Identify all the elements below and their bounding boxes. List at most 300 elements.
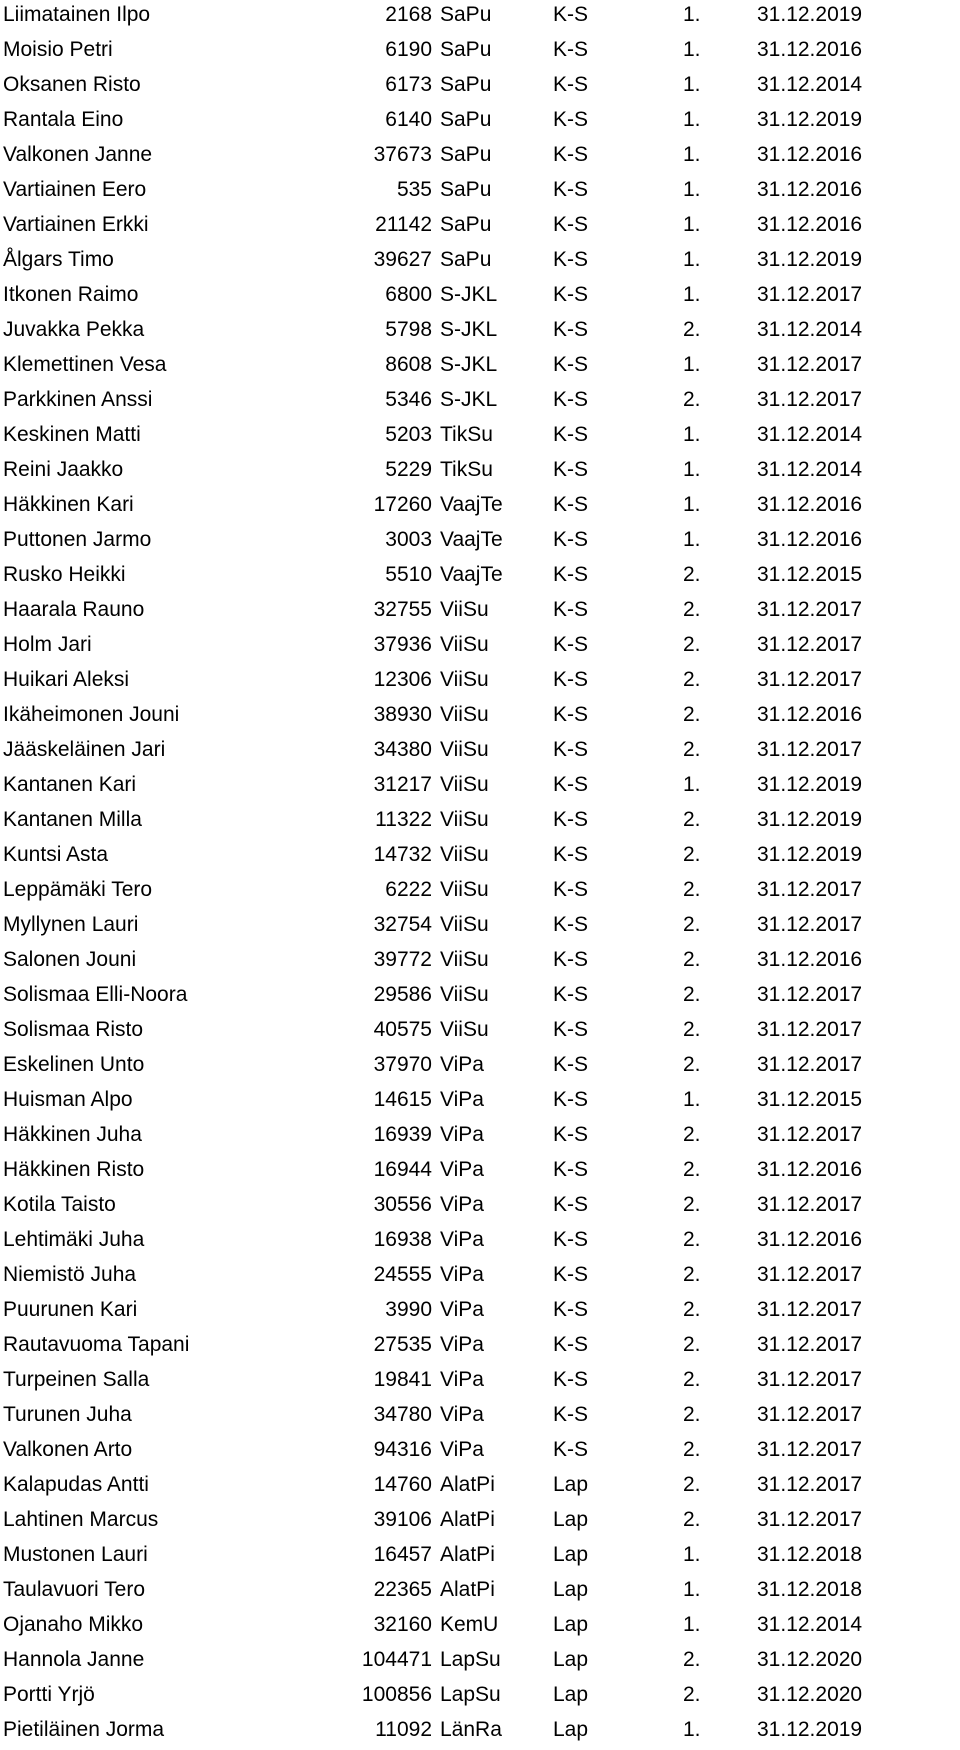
license-number: 14615 (373, 1088, 432, 1111)
expiry-date: 31.12.2019 (757, 3, 863, 26)
person-name: Taulavuori Tero (3, 1578, 146, 1601)
referee-class: 2. (683, 1508, 701, 1531)
license-number: 34780 (373, 1403, 432, 1426)
club-name: ViiSu (440, 703, 489, 726)
club-name: ViiSu (440, 808, 489, 831)
license-number: 16938 (373, 1228, 432, 1251)
district-code: K-S (553, 38, 589, 61)
referee-class: 2. (683, 1053, 701, 1076)
license-number: 24555 (373, 1263, 432, 1286)
district-code: K-S (553, 668, 589, 691)
person-name: Reini Jaakko (3, 458, 124, 481)
person-name: Leppämäki Tero (3, 878, 153, 901)
expiry-date: 31.12.2017 (757, 388, 863, 411)
table-row (0, 35, 960, 70)
referee-class: 2. (683, 598, 701, 621)
table-row (0, 350, 960, 385)
license-number: 6190 (385, 38, 432, 61)
expiry-date: 31.12.2016 (757, 143, 863, 166)
person-name: Kalapudas Antti (3, 1473, 149, 1496)
club-name: ViiSu (440, 843, 489, 866)
license-number: 6800 (385, 283, 432, 306)
club-name: ViiSu (440, 598, 489, 621)
district-code: K-S (553, 1053, 589, 1076)
license-number: 104471 (361, 1648, 432, 1671)
referee-class: 2. (683, 1438, 701, 1461)
person-name: Liimatainen Ilpo (3, 3, 151, 26)
district-code: K-S (553, 178, 589, 201)
person-name: Parkkinen Anssi (3, 388, 153, 411)
license-number: 6173 (385, 73, 432, 96)
club-name: LapSu (440, 1683, 501, 1706)
expiry-date: 31.12.2016 (757, 493, 863, 516)
district-code: K-S (553, 1263, 589, 1286)
district-code: K-S (553, 983, 589, 1006)
club-name: ViPa (440, 1368, 484, 1391)
club-name: ViPa (440, 1053, 484, 1076)
club-name: ViPa (440, 1158, 484, 1181)
person-name: Kantanen Kari (3, 773, 137, 796)
district-code: K-S (553, 913, 589, 936)
person-name: Moisio Petri (3, 38, 113, 61)
table-row (0, 210, 960, 245)
expiry-date: 31.12.2017 (757, 913, 863, 936)
person-name: Ikäheimonen Jouni (3, 703, 180, 726)
expiry-date: 31.12.2016 (757, 213, 863, 236)
table-row (0, 525, 960, 560)
club-name: S-JKL (440, 318, 498, 341)
district-code: Lap (553, 1683, 589, 1706)
club-name: TikSu (440, 423, 493, 446)
person-name: Pietiläinen Jorma (3, 1718, 165, 1741)
expiry-date: 31.12.2014 (757, 423, 863, 446)
expiry-date: 31.12.2017 (757, 283, 863, 306)
expiry-date: 31.12.2016 (757, 1158, 863, 1181)
club-name: ViiSu (440, 668, 489, 691)
license-number: 37970 (373, 1053, 432, 1076)
person-name: Solismaa Risto (3, 1018, 144, 1041)
expiry-date: 31.12.2017 (757, 1123, 863, 1146)
license-number: 32755 (373, 598, 432, 621)
table-row (0, 1470, 960, 1505)
table-row (0, 1715, 960, 1750)
license-number: 22365 (373, 1578, 432, 1601)
district-code: K-S (553, 1123, 589, 1146)
table-row (0, 385, 960, 420)
person-name: Keskinen Matti (3, 423, 141, 446)
district-code: K-S (553, 143, 589, 166)
expiry-date: 31.12.2017 (757, 1298, 863, 1321)
district-code: K-S (553, 248, 589, 271)
district-code: K-S (553, 948, 589, 971)
expiry-date: 31.12.2014 (757, 1613, 863, 1636)
person-name: Haarala Rauno (3, 598, 145, 621)
table-row (0, 1120, 960, 1155)
club-name: VaajTe (440, 493, 503, 516)
district-code: K-S (553, 493, 589, 516)
license-number: 8608 (385, 353, 432, 376)
referee-class: 1. (683, 73, 701, 96)
table-row (0, 1435, 960, 1470)
district-code: Lap (553, 1613, 589, 1636)
district-code: K-S (553, 458, 589, 481)
table-row (0, 1505, 960, 1540)
referee-class: 2. (683, 633, 701, 656)
expiry-date: 31.12.2017 (757, 738, 863, 761)
expiry-date: 31.12.2017 (757, 1193, 863, 1216)
expiry-date: 31.12.2017 (757, 983, 863, 1006)
referee-class: 2. (683, 878, 701, 901)
license-number: 14760 (373, 1473, 432, 1496)
license-number: 3990 (385, 1298, 432, 1321)
expiry-date: 31.12.2016 (757, 1228, 863, 1251)
table-row (0, 1295, 960, 1330)
table-row (0, 1190, 960, 1225)
expiry-date: 31.12.2017 (757, 1368, 863, 1391)
district-code: Lap (553, 1473, 589, 1496)
referee-class: 1. (683, 38, 701, 61)
table-row (0, 1610, 960, 1645)
district-code: K-S (553, 773, 589, 796)
referee-class: 2. (683, 563, 701, 586)
district-code: Lap (553, 1648, 589, 1671)
referee-class: 2. (683, 1333, 701, 1356)
license-number: 21142 (375, 213, 432, 236)
district-code: K-S (553, 563, 589, 586)
referee-class: 1. (683, 108, 701, 131)
expiry-date: 31.12.2017 (757, 598, 863, 621)
club-name: LapSu (440, 1648, 501, 1671)
license-number: 5798 (385, 318, 432, 341)
table-row (0, 945, 960, 980)
table-row (0, 560, 960, 595)
district-code: K-S (553, 843, 589, 866)
person-name: Myllynen Lauri (3, 913, 139, 936)
table-row (0, 420, 960, 455)
district-code: K-S (553, 1088, 589, 1111)
district-code: K-S (553, 283, 589, 306)
expiry-date: 31.12.2019 (757, 1718, 863, 1741)
expiry-date: 31.12.2018 (757, 1578, 863, 1601)
license-number: 39106 (373, 1508, 432, 1531)
referee-class: 2. (683, 703, 701, 726)
district-code: K-S (553, 318, 589, 341)
referee-class: 1. (683, 1543, 701, 1566)
table-row (0, 140, 960, 175)
district-code: K-S (553, 108, 589, 131)
referee-class: 2. (683, 1648, 701, 1671)
table-row (0, 910, 960, 945)
referee-class: 1. (683, 493, 701, 516)
district-code: K-S (553, 1228, 589, 1251)
license-number: 6222 (385, 878, 432, 901)
club-name: S-JKL (440, 388, 498, 411)
license-number: 6140 (385, 108, 432, 131)
table-row (0, 735, 960, 770)
district-code: K-S (553, 353, 589, 376)
referee-class: 2. (683, 1368, 701, 1391)
license-number: 5203 (385, 423, 432, 446)
table-row (0, 455, 960, 490)
license-number: 16457 (373, 1543, 432, 1566)
table-row (0, 1155, 960, 1190)
license-number: 2168 (385, 3, 432, 26)
district-code: K-S (553, 1298, 589, 1321)
person-name: Rusko Heikki (3, 563, 126, 586)
referee-class: 1. (683, 3, 701, 26)
expiry-date: 31.12.2014 (757, 318, 863, 341)
district-code: K-S (553, 633, 589, 656)
person-name: Oksanen Risto (3, 73, 141, 96)
expiry-date: 31.12.2017 (757, 1473, 863, 1496)
district-code: Lap (553, 1508, 589, 1531)
license-number: 31217 (373, 773, 432, 796)
referee-class: 1. (683, 178, 701, 201)
table-row (0, 805, 960, 840)
person-name: Häkkinen Juha (3, 1123, 142, 1146)
expiry-date: 31.12.2016 (757, 38, 863, 61)
table-row (0, 490, 960, 525)
referee-class: 2. (683, 1193, 701, 1216)
referee-class: 1. (683, 1088, 701, 1111)
district-code: K-S (553, 3, 589, 26)
expiry-date: 31.12.2017 (757, 1438, 863, 1461)
district-code: K-S (553, 1018, 589, 1041)
referee-class: 2. (683, 1228, 701, 1251)
license-number: 39772 (373, 948, 432, 971)
table-row (0, 1365, 960, 1400)
license-number: 5346 (385, 388, 432, 411)
license-number: 17260 (373, 493, 432, 516)
person-name: Mustonen Lauri (3, 1543, 148, 1566)
person-name: Häkkinen Risto (3, 1158, 145, 1181)
club-name: ViiSu (440, 983, 489, 1006)
license-number: 30556 (373, 1193, 432, 1216)
referee-class: 2. (683, 1403, 701, 1426)
club-name: ViiSu (440, 913, 489, 936)
district-code: K-S (553, 388, 589, 411)
club-name: S-JKL (440, 353, 498, 376)
table-row (0, 1225, 960, 1260)
person-name: Lehtimäki Juha (3, 1228, 145, 1251)
license-number: 16944 (373, 1158, 432, 1181)
district-code: K-S (553, 1193, 589, 1216)
table-row (0, 1085, 960, 1120)
club-name: VaajTe (440, 563, 503, 586)
license-number: 16939 (373, 1123, 432, 1146)
expiry-date: 31.12.2017 (757, 353, 863, 376)
referee-class: 2. (683, 1298, 701, 1321)
referee-class: 2. (683, 843, 701, 866)
district-code: K-S (553, 423, 589, 446)
club-name: SaPu (440, 248, 492, 271)
referee-class: 2. (683, 808, 701, 831)
club-name: SaPu (440, 213, 492, 236)
club-name: ViiSu (440, 1018, 489, 1041)
referee-class: 2. (683, 318, 701, 341)
expiry-date: 31.12.2014 (757, 73, 863, 96)
expiry-date: 31.12.2017 (757, 1018, 863, 1041)
table-row (0, 980, 960, 1015)
referee-class: 1. (683, 528, 701, 551)
club-name: ViPa (440, 1403, 484, 1426)
table-row (0, 1050, 960, 1085)
expiry-date: 31.12.2017 (757, 878, 863, 901)
license-number: 34380 (373, 738, 432, 761)
expiry-date: 31.12.2017 (757, 1403, 863, 1426)
table-row (0, 595, 960, 630)
club-name: VaajTe (440, 528, 503, 551)
club-name: LänRa (440, 1718, 502, 1741)
club-name: ViPa (440, 1438, 484, 1461)
club-name: SaPu (440, 38, 492, 61)
referee-class: 2. (683, 1018, 701, 1041)
table-row (0, 1015, 960, 1050)
person-name: Huisman Alpo (3, 1088, 133, 1111)
club-name: SaPu (440, 178, 492, 201)
expiry-date: 31.12.2017 (757, 1508, 863, 1531)
club-name: AlatPi (440, 1508, 495, 1531)
person-name: Kuntsi Asta (3, 843, 109, 866)
referee-class: 2. (683, 388, 701, 411)
district-code: K-S (553, 1368, 589, 1391)
person-name: Ojanaho Mikko (3, 1613, 144, 1636)
district-code: K-S (553, 1438, 589, 1461)
license-number: 29586 (373, 983, 432, 1006)
referee-class: 1. (683, 1613, 701, 1636)
license-number: 94316 (373, 1438, 432, 1461)
district-code: K-S (553, 528, 589, 551)
license-number: 38930 (373, 703, 432, 726)
license-number: 11322 (375, 808, 432, 831)
license-number: 37673 (373, 143, 432, 166)
table-row (0, 0, 960, 35)
club-name: ViPa (440, 1228, 484, 1251)
district-code: K-S (553, 1158, 589, 1181)
district-code: K-S (553, 703, 589, 726)
referee-class: 2. (683, 1263, 701, 1286)
referee-class: 2. (683, 948, 701, 971)
club-name: AlatPi (440, 1543, 495, 1566)
license-number: 535 (396, 178, 432, 201)
club-name: ViiSu (440, 773, 489, 796)
district-code: K-S (553, 1403, 589, 1426)
club-name: SaPu (440, 3, 492, 26)
club-name: ViPa (440, 1333, 484, 1356)
person-name: Holm Jari (3, 633, 92, 656)
table-row (0, 875, 960, 910)
expiry-date: 31.12.2016 (757, 948, 863, 971)
district-code: K-S (553, 73, 589, 96)
club-name: ViPa (440, 1123, 484, 1146)
table-row (0, 315, 960, 350)
expiry-date: 31.12.2019 (757, 108, 863, 131)
expiry-date: 31.12.2016 (757, 703, 863, 726)
table-row (0, 70, 960, 105)
person-name: Rautavuoma Tapani (3, 1333, 190, 1356)
person-name: Solismaa Elli-Noora (3, 983, 188, 1006)
referee-class: 1. (683, 143, 701, 166)
referee-class: 2. (683, 913, 701, 936)
referee-class: 1. (683, 458, 701, 481)
expiry-date: 31.12.2020 (757, 1648, 863, 1671)
person-name: Puttonen Jarmo (3, 528, 152, 551)
expiry-date: 31.12.2019 (757, 248, 863, 271)
person-name: Häkkinen Kari (3, 493, 134, 516)
table-row (0, 1645, 960, 1680)
table-row (0, 840, 960, 875)
table-row (0, 630, 960, 665)
person-name: Ålgars Timo (3, 248, 114, 271)
district-code: K-S (553, 1333, 589, 1356)
district-code: K-S (553, 878, 589, 901)
referee-class: 2. (683, 1123, 701, 1146)
license-number: 40575 (373, 1018, 432, 1041)
person-name: Niemistö Juha (3, 1263, 137, 1286)
district-code: K-S (553, 598, 589, 621)
club-name: SaPu (440, 73, 492, 96)
expiry-date: 31.12.2017 (757, 1333, 863, 1356)
referee-class: 2. (683, 1158, 701, 1181)
club-name: ViiSu (440, 738, 489, 761)
expiry-date: 31.12.2016 (757, 178, 863, 201)
referee-class: 2. (683, 738, 701, 761)
person-name: Juvakka Pekka (3, 318, 145, 341)
license-number: 14732 (373, 843, 432, 866)
license-number: 37936 (373, 633, 432, 656)
person-name: Valkonen Janne (3, 143, 153, 166)
expiry-date: 31.12.2017 (757, 1263, 863, 1286)
club-name: ViiSu (440, 633, 489, 656)
expiry-date: 31.12.2017 (757, 1053, 863, 1076)
referee-class: 1. (683, 773, 701, 796)
club-name: TikSu (440, 458, 493, 481)
table-row (0, 770, 960, 805)
club-name: AlatPi (440, 1578, 495, 1601)
person-name: Salonen Jouni (3, 948, 137, 971)
person-name: Hannola Janne (3, 1648, 145, 1671)
district-code: K-S (553, 808, 589, 831)
expiry-date: 31.12.2015 (757, 563, 863, 586)
table-row (0, 665, 960, 700)
referee-class: 2. (683, 1473, 701, 1496)
table-row (0, 1400, 960, 1435)
table-row (0, 280, 960, 315)
table-row (0, 175, 960, 210)
person-name: Kotila Taisto (3, 1193, 116, 1216)
referee-class: 2. (683, 1683, 701, 1706)
table-row (0, 1680, 960, 1715)
person-name: Vartiainen Erkki (3, 213, 149, 236)
club-name: ViiSu (440, 878, 489, 901)
district-code: Lap (553, 1543, 589, 1566)
club-name: ViiSu (440, 948, 489, 971)
table-row (0, 1330, 960, 1365)
expiry-date: 31.12.2019 (757, 843, 863, 866)
expiry-date: 31.12.2020 (757, 1683, 863, 1706)
person-name: Turpeinen Salla (3, 1368, 150, 1391)
license-number: 12306 (373, 668, 432, 691)
person-name: Portti Yrjö (3, 1683, 95, 1706)
table-row (0, 245, 960, 280)
referee-class: 1. (683, 1578, 701, 1601)
club-name: ViPa (440, 1193, 484, 1216)
license-number: 5229 (385, 458, 432, 481)
person-name: Eskelinen Unto (3, 1053, 145, 1076)
club-name: ViPa (440, 1263, 484, 1286)
table-row (0, 1260, 960, 1295)
expiry-date: 31.12.2016 (757, 528, 863, 551)
